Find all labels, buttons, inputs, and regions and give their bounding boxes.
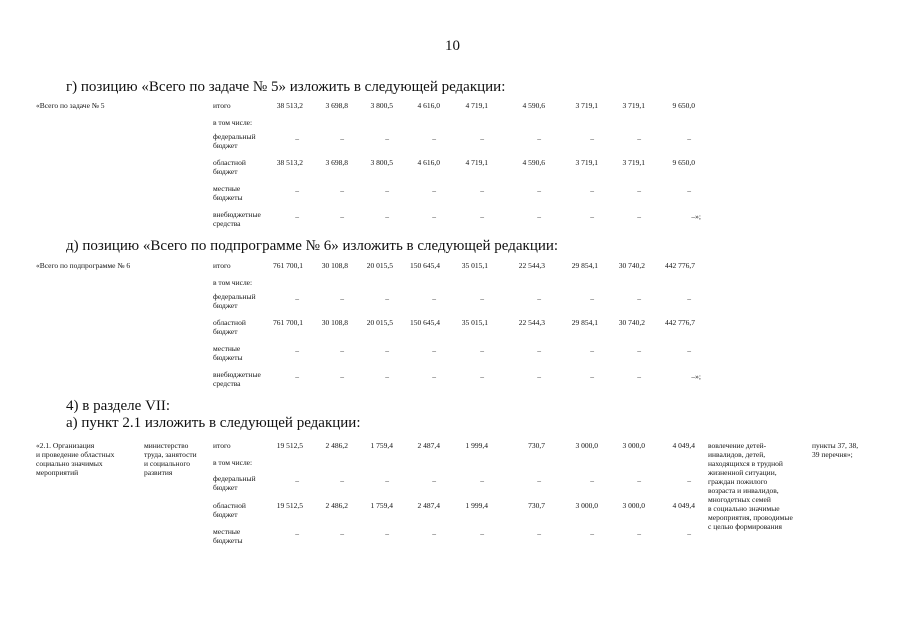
- executor-line: труда, занятости: [144, 450, 197, 459]
- funding-source-label-line: бюджет: [213, 483, 238, 492]
- value-cell: 761 700,1: [273, 261, 303, 270]
- event-name-line: мероприятий: [36, 468, 79, 477]
- value-cell: 4 719,1: [465, 101, 488, 110]
- empty-value-dash: –: [687, 346, 691, 355]
- funding-source-label-line: местные: [213, 344, 241, 353]
- expected-result: [708, 441, 793, 531]
- empty-value-dash: –: [432, 294, 436, 303]
- empty-value-dash: –: [432, 529, 436, 538]
- value-cell: 3 000,0: [575, 501, 598, 510]
- empty-value-dash: –: [340, 294, 344, 303]
- funding-source-label-line: внебюджетные: [213, 210, 261, 219]
- value-cell: 3 719,1: [622, 101, 645, 110]
- empty-value-dash: –: [537, 346, 541, 355]
- empty-value-dash: –: [295, 212, 299, 221]
- empty-value-dash: –: [637, 294, 641, 303]
- value-cell: 9 650,0: [672, 158, 695, 167]
- value-cell: 29 854,1: [571, 261, 598, 270]
- empty-value-dash: –: [340, 134, 344, 143]
- event-name: [36, 441, 114, 477]
- value-cell: 30 740,2: [618, 261, 645, 270]
- empty-value-dash: –: [295, 294, 299, 303]
- empty-value-dash: –: [637, 212, 641, 221]
- empty-value-dash: –: [590, 346, 594, 355]
- funding-source-label-line: федеральный: [213, 132, 256, 141]
- value-cell: 730,7: [528, 501, 545, 510]
- funding-source-label-line: итого: [213, 261, 231, 270]
- funding-source-label-line: областной: [213, 501, 246, 510]
- executor-line: развития: [144, 468, 173, 477]
- value-cell: 150 645,4: [410, 261, 440, 270]
- funding-source-label: [213, 474, 256, 492]
- funding-source-label-line: в том числе:: [213, 278, 253, 287]
- value-cell: 3 000,0: [622, 441, 645, 450]
- executor-line: министерство: [144, 441, 189, 450]
- empty-value-dash: –: [537, 372, 541, 381]
- empty-value-dash: –: [295, 346, 299, 355]
- funding-source-label-line: внебюджетные: [213, 370, 261, 379]
- empty-value-dash: –: [480, 372, 484, 381]
- value-cell: 35 015,1: [461, 318, 488, 327]
- empty-value-dash: –: [385, 346, 389, 355]
- empty-value-dash: –: [637, 134, 641, 143]
- value-cell: 150 645,4: [410, 318, 440, 327]
- value-cell: 35 015,1: [461, 261, 488, 270]
- value-cell: 30 108,8: [321, 261, 348, 270]
- funding-source-label-line: бюджеты: [213, 193, 243, 202]
- value-cell: 1 759,4: [370, 501, 393, 510]
- funding-source-label-line: бюджет: [213, 141, 238, 150]
- value-cell: 2 486,2: [325, 441, 348, 450]
- empty-value-dash: –: [480, 294, 484, 303]
- funding-source-label-line: бюджет: [213, 510, 238, 519]
- empty-value-dash: –: [590, 134, 594, 143]
- funding-source-label-line: итого: [213, 441, 231, 450]
- empty-value-dash: –: [432, 186, 436, 195]
- funding-source-label: [213, 344, 243, 362]
- value-cell: 20 015,5: [366, 261, 393, 270]
- empty-value-dash: –: [687, 529, 691, 538]
- value-cell: 1 999,4: [465, 441, 488, 450]
- reference-line: пункты 37, 38,: [812, 441, 859, 450]
- funding-source-label: [213, 132, 256, 150]
- value-cell: 3 000,0: [622, 501, 645, 510]
- empty-value-dash: –: [432, 212, 436, 221]
- reference: [812, 441, 858, 459]
- empty-value-dash: –: [687, 294, 691, 303]
- empty-value-dash: –: [480, 186, 484, 195]
- empty-value-dash: –: [295, 529, 299, 538]
- heading-a: а) пункт 2.1 изложить в следующей редакции:: [66, 415, 361, 431]
- funding-source-label-line: в том числе:: [213, 118, 253, 127]
- value-cell: 442 776,7: [665, 261, 695, 270]
- value-cell: 38 513,2: [276, 101, 303, 110]
- empty-value-dash: –: [385, 212, 389, 221]
- empty-value-dash: –: [340, 372, 344, 381]
- empty-value-dash: –»;: [691, 372, 701, 381]
- funding-source-label-line: федеральный: [213, 474, 256, 483]
- funding-source-label: [213, 527, 243, 545]
- funding-source-label: [213, 441, 231, 450]
- funding-source-label-line: бюджеты: [213, 353, 243, 362]
- empty-value-dash: –: [537, 529, 541, 538]
- funding-source-label: [213, 118, 252, 127]
- expected-result-line: мероприятия, проводимые: [708, 513, 793, 522]
- empty-value-dash: –: [432, 372, 436, 381]
- empty-value-dash: –: [432, 346, 436, 355]
- funding-source-label: [213, 458, 252, 467]
- empty-value-dash: –: [590, 529, 594, 538]
- funding-source-label-line: местные: [213, 184, 241, 193]
- value-cell: 3 800,5: [370, 158, 393, 167]
- heading-d: д) позицию «Всего по подпрограмме № 6» изложить в следующей редакции:: [66, 238, 559, 254]
- empty-value-dash: –: [340, 476, 344, 485]
- funding-source-label-line: бюджет: [213, 301, 238, 310]
- empty-value-dash: –: [385, 186, 389, 195]
- empty-value-dash: –: [537, 134, 541, 143]
- empty-value-dash: –: [385, 372, 389, 381]
- expected-result-line: находящихся в трудной: [708, 459, 783, 468]
- value-cell: 442 776,7: [665, 318, 695, 327]
- empty-value-dash: –: [687, 476, 691, 485]
- expected-result-line: с целью формирования: [708, 522, 782, 531]
- value-cell: 4 590,6: [522, 158, 545, 167]
- value-cell: 3 698,8: [325, 101, 348, 110]
- empty-value-dash: –: [295, 476, 299, 485]
- expected-result-line: многодетных семей: [708, 495, 771, 504]
- value-cell: 19 512,5: [276, 441, 303, 450]
- value-cell: 20 015,5: [366, 318, 393, 327]
- empty-value-dash: –: [480, 134, 484, 143]
- value-cell: 2 486,2: [325, 501, 348, 510]
- funding-source-label: [213, 501, 246, 519]
- value-cell: 1 759,4: [370, 441, 393, 450]
- funding-source-label-line: местные: [213, 527, 241, 536]
- empty-value-dash: –: [340, 186, 344, 195]
- expected-result-line: граждан пожилого: [708, 477, 768, 486]
- event-name-line: социально значимых: [36, 459, 103, 468]
- empty-value-dash: –: [295, 134, 299, 143]
- funding-source-label: [213, 210, 261, 228]
- funding-source-label: [213, 278, 252, 287]
- value-cell: 761 700,1: [273, 318, 303, 327]
- value-cell: 4 719,1: [465, 158, 488, 167]
- empty-value-dash: –: [480, 212, 484, 221]
- expected-result-line: инвалидов, детей,: [708, 450, 766, 459]
- funding-source-label-line: итого: [213, 101, 231, 110]
- event-name-line: «2.1. Организация: [36, 441, 95, 450]
- empty-value-dash: –»;: [691, 212, 701, 221]
- value-cell: 9 650,0: [672, 101, 695, 110]
- funding-source-label-line: средства: [213, 379, 241, 388]
- funding-source-label-line: бюджет: [213, 167, 238, 176]
- funding-source-label: [213, 318, 246, 336]
- expected-result-line: жизненной ситуации,: [708, 468, 777, 477]
- value-cell: 4 049,4: [672, 501, 695, 510]
- funding-source-label-line: бюджеты: [213, 536, 243, 545]
- executor: [144, 441, 197, 477]
- value-cell: 2 487,4: [417, 501, 440, 510]
- empty-value-dash: –: [590, 372, 594, 381]
- value-cell: 3 698,8: [325, 158, 348, 167]
- value-cell: 19 512,5: [276, 501, 303, 510]
- value-cell: 30 108,8: [321, 318, 348, 327]
- funding-source-label: [213, 101, 231, 110]
- heading-g: г) позицию «Всего по задаче № 5» изложить в следующей редакции:: [66, 79, 506, 95]
- reference-line: 39 перечня»;: [812, 450, 853, 459]
- value-cell: 30 740,2: [618, 318, 645, 327]
- event-name-line: и проведение областных: [36, 450, 115, 459]
- empty-value-dash: –: [385, 476, 389, 485]
- value-cell: 3 719,1: [575, 101, 598, 110]
- value-cell: 4 049,4: [672, 441, 695, 450]
- row-name: «Всего по подпрограмме № 6: [36, 261, 131, 270]
- empty-value-dash: –: [590, 212, 594, 221]
- empty-value-dash: –: [385, 529, 389, 538]
- funding-source-label: [213, 370, 261, 388]
- page-number: 10: [445, 38, 460, 54]
- value-cell: 2 487,4: [417, 441, 440, 450]
- executor-line: и социального: [144, 459, 190, 468]
- empty-value-dash: –: [637, 186, 641, 195]
- empty-value-dash: –: [590, 186, 594, 195]
- value-cell: 3 719,1: [575, 158, 598, 167]
- empty-value-dash: –: [480, 476, 484, 485]
- value-cell: 3 719,1: [622, 158, 645, 167]
- empty-value-dash: –: [385, 134, 389, 143]
- value-cell: 730,7: [528, 441, 545, 450]
- funding-source-label-line: бюджет: [213, 327, 238, 336]
- value-cell: 3 800,5: [370, 101, 393, 110]
- empty-value-dash: –: [590, 294, 594, 303]
- empty-value-dash: –: [480, 346, 484, 355]
- empty-value-dash: –: [687, 186, 691, 195]
- funding-source-label-line: средства: [213, 219, 241, 228]
- funding-source-label-line: в том числе:: [213, 458, 253, 467]
- value-cell: 3 000,0: [575, 441, 598, 450]
- funding-source-label: [213, 292, 256, 310]
- funding-source-label: [213, 261, 231, 270]
- value-cell: 4 616,0: [417, 158, 440, 167]
- empty-value-dash: –: [637, 346, 641, 355]
- funding-source-label-line: областной: [213, 318, 246, 327]
- value-cell: 22 544,3: [518, 318, 545, 327]
- empty-value-dash: –: [637, 529, 641, 538]
- value-cell: 4 616,0: [417, 101, 440, 110]
- empty-value-dash: –: [637, 476, 641, 485]
- heading-section-4: 4) в разделе VII:: [66, 398, 171, 414]
- value-cell: 22 544,3: [518, 261, 545, 270]
- value-cell: 29 854,1: [571, 318, 598, 327]
- empty-value-dash: –: [590, 476, 594, 485]
- row-name: «Всего по задаче № 5: [36, 101, 105, 110]
- expected-result-line: вовлечение детей-: [708, 441, 767, 450]
- empty-value-dash: –: [295, 372, 299, 381]
- funding-source-label-line: федеральный: [213, 292, 256, 301]
- empty-value-dash: –: [295, 186, 299, 195]
- funding-source-label-line: областной: [213, 158, 246, 167]
- empty-value-dash: –: [432, 134, 436, 143]
- empty-value-dash: –: [340, 346, 344, 355]
- empty-value-dash: –: [537, 186, 541, 195]
- empty-value-dash: –: [432, 476, 436, 485]
- funding-source-label: [213, 158, 246, 176]
- value-cell: 38 513,2: [276, 158, 303, 167]
- empty-value-dash: –: [537, 212, 541, 221]
- funding-source-label: [213, 184, 243, 202]
- expected-result-line: возраста и инвалидов,: [708, 486, 779, 495]
- empty-value-dash: –: [340, 529, 344, 538]
- empty-value-dash: –: [687, 134, 691, 143]
- value-cell: 1 999,4: [465, 501, 488, 510]
- empty-value-dash: –: [637, 372, 641, 381]
- empty-value-dash: –: [385, 294, 389, 303]
- empty-value-dash: –: [340, 212, 344, 221]
- empty-value-dash: –: [480, 529, 484, 538]
- expected-result-line: в социально значимые: [708, 504, 780, 513]
- empty-value-dash: –: [537, 294, 541, 303]
- empty-value-dash: –: [537, 476, 541, 485]
- value-cell: 4 590,6: [522, 101, 545, 110]
